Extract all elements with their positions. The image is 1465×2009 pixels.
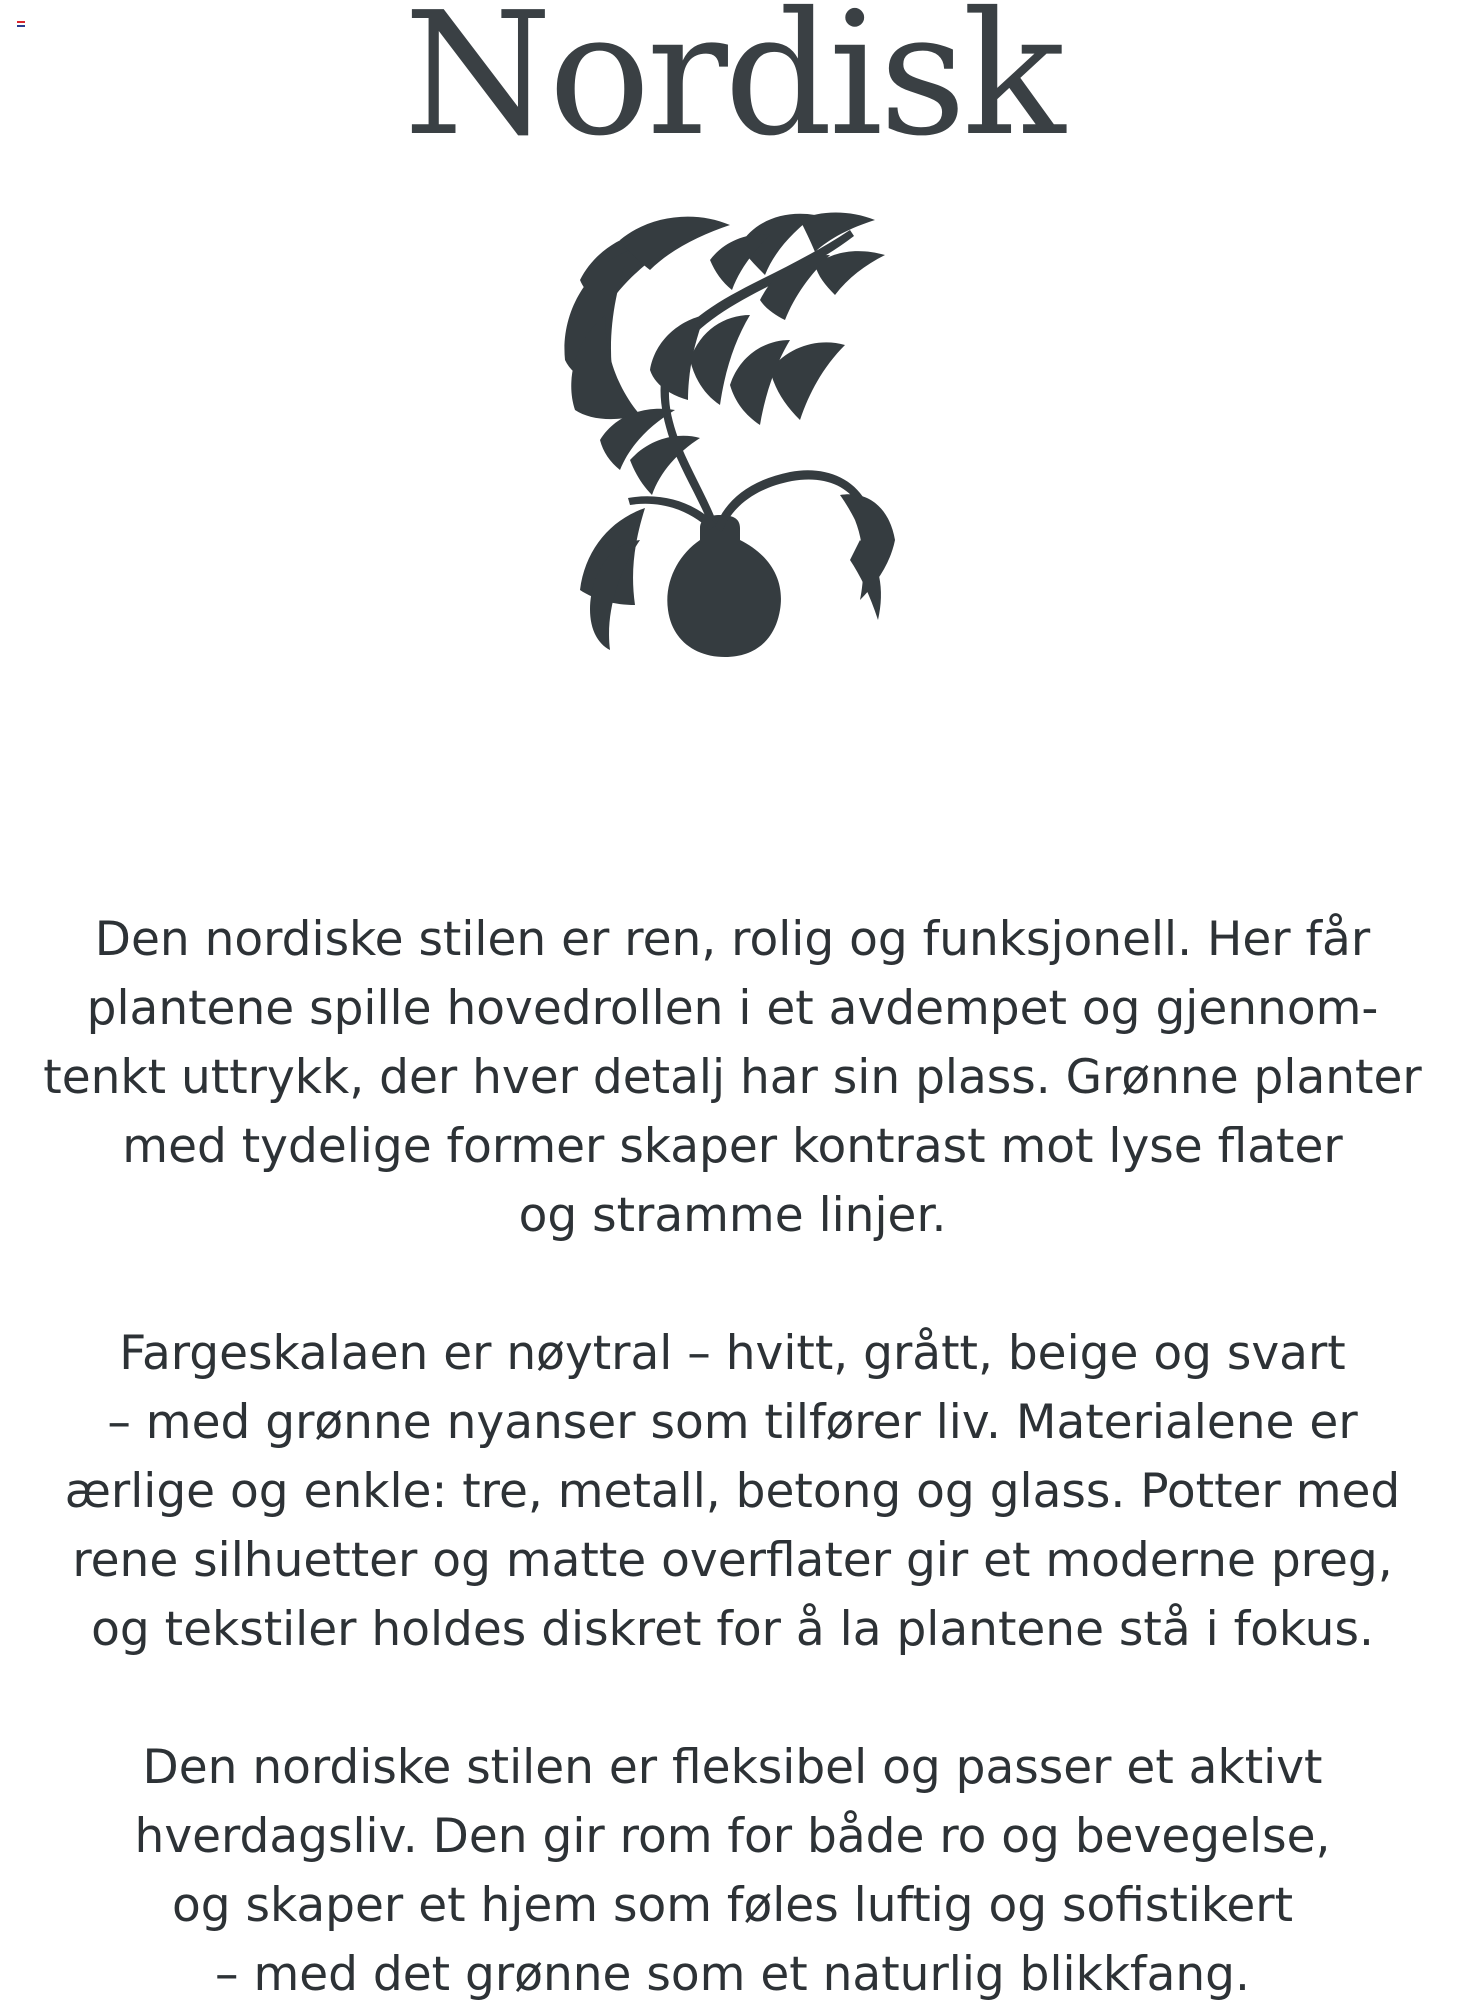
text-line: rene silhuetter og matte overflater gir et moderne preg,	[72, 1533, 1393, 1588]
text-line: tenkt uttrykk, der hver detalj har sin plass. Grønne planter	[43, 1050, 1422, 1105]
text-line: og tekstiler holdes diskret for å la plantene stå i fokus.	[91, 1602, 1374, 1657]
text-line: Den nordiske stilen er fleksibel og passer et aktivt	[142, 1740, 1323, 1795]
text-line: Fargeskalaen er nøytral – hvitt, grått, beige og svart	[119, 1326, 1346, 1381]
potted-plant-icon	[560, 210, 900, 660]
paragraph-2	[0, 1319, 1465, 1664]
text-line: med tydelige former skaper kontrast mot lyse flater	[122, 1119, 1343, 1174]
paragraph-1	[0, 905, 1465, 1250]
text-line: – med grønne nyanser som tilfører liv. Materialene er	[107, 1395, 1358, 1450]
text-line: plantene spille hovedrollen i et avdempet og gjennom-	[86, 981, 1379, 1036]
text-line: Den nordiske stilen er ren, rolig og funksjonell. Her får	[94, 912, 1371, 967]
text-line: ærlige og enkle: tre, metall, betong og glass. Potter med	[64, 1464, 1401, 1519]
body-text	[0, 905, 1465, 2009]
text-line: hverdagsliv. Den gir rom for både ro og bevegelse,	[134, 1809, 1331, 1864]
text-line: og stramme linjer.	[518, 1188, 947, 1243]
page-title: Nordisk	[403, 0, 1062, 174]
text-line: – med det grønne som et naturlig blikkfang.	[215, 1947, 1250, 2002]
paragraph-3	[0, 1733, 1465, 2009]
text-line: og skaper et hjem som føles luftig og sofistikert	[171, 1878, 1294, 1933]
